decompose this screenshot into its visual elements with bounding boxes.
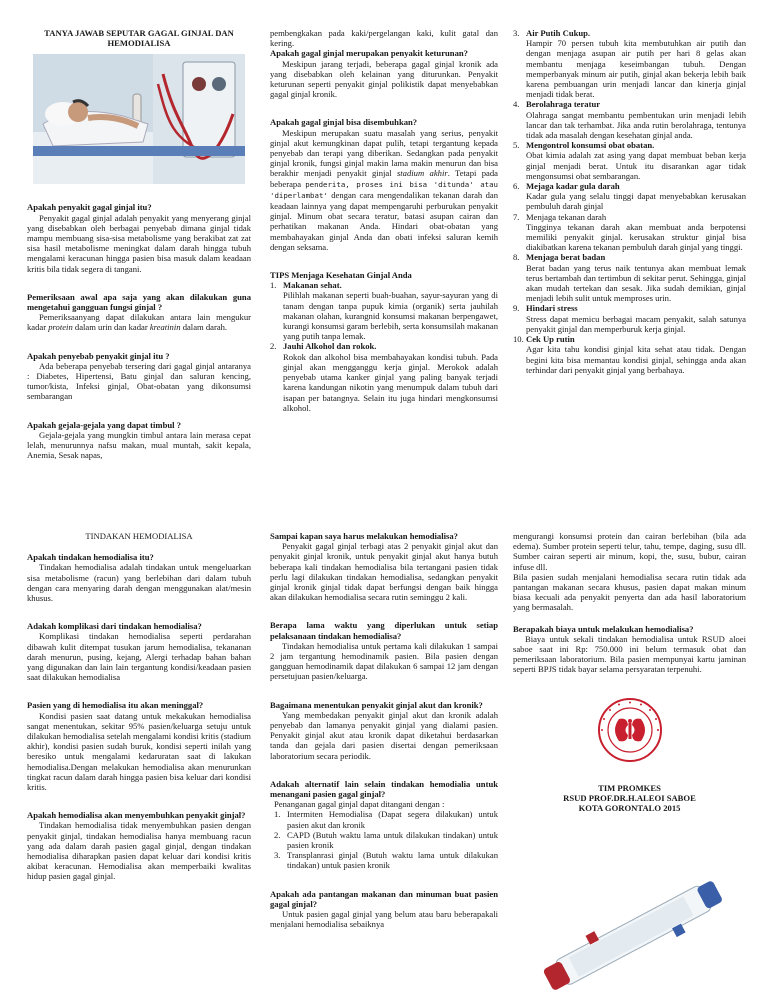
- question-heading: Berapa lama waktu yang diperlukan untuk setiap pelaksanaan tindakan hemodialisa?: [270, 620, 498, 641]
- answer-text: Biaya untuk sekali tindakan hemodialisa untuk RSUD aloei saboe saat ini Rp: 750.000 ini belum termasuk obat dan pemeriksaan laboratorium. Bila pasien mempunyai kartu jaminan seperti BPJS tidak bayar selama persyaratan terpenuhi.: [513, 633, 746, 675]
- tip-item: 2. Jauhi Alkohol dan rokok. Rokok dan alkohol bisa membahayakan kondisi tubuh. Pada ginjal akan mengganggu kerja ginjal. Merokok adalah penyebab utama kanker ginjal yang paling banyak terjadi karena kandungan nikotin yang menumpuk dalam tubuh dari isapan per batangnya. Selain itu juga hindari mengkonsumsi alkohol.: [270, 341, 498, 413]
- dialysis-photo: [33, 54, 245, 184]
- question-heading: Apakah hemodialisa akan menyembuhkan penyakit ginjal?: [27, 810, 246, 821]
- answer-text: Tindakan hemodialisa tidak menyembuhkan pasien dengan penyakit ginjal, tindakan hemodialisa hanya membuang racun yang ada dalam darah pasien gagal ginjal, dengan tindakan hemodialisa diharapkan pasien dapat keluar dari kondisi kritis akibat keracunan. Hemodialisa akan memperbaiki kwalitas hidup pasien gagal ginjal.: [27, 820, 251, 882]
- question-heading: Berapakah biaya untuk melakukan hemodialisa?: [513, 623, 694, 634]
- question-heading: Adakah alternatif lain selain tindakan hemodialia untuk menangani pasien gagal ginjal?: [270, 778, 498, 800]
- answer-text: Gejala-gejala yang mungkin timbul antara lain merasa cepat lelah, menurunnya nafsu makan, mual muntah, sakit kepala, Anemia, Sesak napas,: [27, 429, 251, 461]
- question-heading: Bagaimana menentukan penyakit ginjal akut dan kronik?: [270, 699, 483, 710]
- answer-text: Kondisi pasien saat datang untuk mekakukan hemodialisa sangat menentukan, sekitar 95% pasien/keluarga setuju untuk dilakukan hemodialisa setelah mengalami kondisi kritis (stadium akhir), kondisi pasien sudah buruk, kondisi seperti inilah yang beresiko untuk mengalami kedaruratan saat di lakukan hemodialisa.Dengan melakukan hemodialisa akan menurunkan tingkat racun dalam darah hingga pasien bisa keluar dari kondisi kritis.: [27, 710, 251, 793]
- tip-item: 4. Berolahraga teratur Olahraga sangat membantu pembentukan urin menjadi lebih lancar dan tak terhambat. Jika anda rutin berolahraga, tentunya tidak ada masalah dengan kesehatan ginjal anda.: [513, 99, 746, 141]
- tip-item: 1. Makanan sehat. Pilihlah makanan seperti buah-buahan, sayur-sayuran yang di tanam dengan tanpa pupuk kimia (organik) serta jauhilah makanan olahan, kurangnid konsumsi makanan berpengawet, kurangi konsumsi garam berlebih, serta konsumsilah makanan yang putih tanpa lemak.: [270, 280, 498, 342]
- question-heading: Adakah komplikasi dari tindakan hemodialisa?: [27, 621, 202, 632]
- tip-item: 10. Cek Up rutin Agar kita tahu kondisi ginjal kita sehat atau tidak. Dengan begini kita bisa memantau kondisi ginjal, sehingga anda akan terhindar dari penyakit ginjal yang berbahaya.: [513, 334, 746, 375]
- footer-team: TIM PROMKES: [598, 782, 661, 793]
- continued-text: pembengkakan pada kaki/pergelangan kaki, kulit gatal dan kering.: [270, 28, 498, 49]
- tips-title: TIPS Menjaga Kesehatan Ginjal Anda: [270, 270, 412, 281]
- kidney-association-logo: [597, 697, 663, 763]
- section-title: TINDAKAN HEMODIALISA: [85, 531, 193, 541]
- answer-text: Penyakit gagal ginjal terbagi atas 2 penyakit ginjal akut dan penyakit ginjal kronik, untuk penyakit ginjal akut hanya butuh beberapa kali tindakan hemodialisa bila tertangani pasien tidak perlu lagi dilakukan tindakan hemodialisa, sedangkan penyakit ginjal kronik ginjal tidak dapat berfungsi dengan baik hingga akan dilakukan hemodialisa secara rutin seminggu 2 kali.: [270, 541, 498, 603]
- continued-text: mengurangi konsumsi protein dan cairan berlebihan (bila ada edema). Sumber protein seperti telur, tahu, tempe, daging, susu dll. Sumber cairan seperti air minum, kopi, the, susu, bubur, cairan infuse dll.: [513, 531, 746, 572]
- answer-text: Penanganan gagal ginjal dapat ditangani dengan :: [274, 799, 445, 810]
- column-2: [270, 28, 498, 413]
- footer-hospital: RSUD PROF.DR.H.ALEOI SABOE: [563, 792, 696, 803]
- question-heading: Sampai kapan saya harus melakukan hemodialisa?: [270, 531, 458, 541]
- tip-item: 6. Mejaga kadar gula darah Kadar gula yang selalu tinggi dapat menyebabkan kerusakan pembuluh darah ginjal: [513, 181, 746, 212]
- answer-text: Komplikasi tindakan hemodialisa seperti perdarahan dibawah kulit ditempat tusukan jarum hemodialisa, tekananan darah menurun, pusing, kejang, Alergi terhadap bahan bahan yang digunakan dan lain lain tergantung kondisi/keadaan pasien saat dilakukan hemodialisa: [27, 631, 251, 683]
- answer-text: Meskipun merupakan suatu masalah yang serius, penyakit ginjal akut kemungkinan dapat pulih, tetapi tergantung kepada penyebab dan terapi yang diberikan. Sedangkan pada penyakit ginjal kronik, fungsi ginjal makin lama makin menurun dan bisa berakhir menjadi penyakit ginjal stadium akhir. Tetapi pada beberapa penderita, proses ini bisa 'ditunda' atau 'diperlambat' dengan cara mengendalikan tekanan darah dan keadaan lainnya yang dapat mempengaruhi perburukan penyakit ginjal. Minum obat secara teratur, batasi asupan cairan dan perhatikan makanan Anda. Hindari obat-obatan yang membahayakan ginjal Anda dan obati infeksi saluran kemih dengan seksama.: [270, 127, 498, 252]
- column-6: [513, 531, 746, 813]
- answer-text: Untuk pasien gagal ginjal yang belum atau baru beberapakali menjalani hemodialisa sebaiknya: [270, 909, 498, 930]
- tip-item: 7. Menjaga tekanan darah Tingginya tekanan darah akan membuat anda berpotensi memiliki penyakit ginjal. kerusakan struktur ginjal bisa diakibatkan karena tekanan pembuluh darah ginjal yang tinggi.: [513, 211, 746, 253]
- continued-text: Bila pasien sudah menjalani hemodialisa secara rutin tidak ada pantangan makanan secara khusus, pasien dapat makan minum biasa kecuali ada penyakit penyerta dan ada hasil laboratorium yang bermasalah.: [513, 571, 746, 613]
- tip-item: 8. Menjaga berat badan Berat badan yang terus naik tentunya akan membuat lemak terus bertambah dan tertimbun di sekitar perut. Sehingga, ginjal akan mudah tertekan dan sesak. Jika sudah demikian, ginjal menjadi lebih sulit untuk memproses urin.: [513, 252, 746, 304]
- question-heading: Apakah penyebab penyakit ginjal itu ?: [27, 350, 170, 361]
- list-item: 2. CAPD (Butuh waktu lama untuk dilakukan tindakan) untuk pasien kronik: [274, 829, 498, 851]
- question-heading: Apakah penyakit gagal ginjal itu?: [27, 202, 152, 213]
- question-heading: Apakah tindakan hemodialisa itu?: [27, 552, 154, 563]
- column-3: [513, 28, 746, 375]
- footer-city-year: KOTA GORONTALO 2015: [578, 803, 681, 814]
- tip-item: 9. Hindari stress Stress dapat memicu berbagai macam penyakit, salah satunya penyakit ginjal dan memperburuk kerja ginjal.: [513, 303, 746, 334]
- brochure-title: TANYA JAWAB SEPUTAR GAGAL GINJAL DAN HEMODIALISA: [44, 28, 234, 49]
- dialyzer-icon: [533, 870, 733, 1000]
- question-heading: Apakah gejala-gejala yang dapat timbul ?: [27, 419, 181, 430]
- answer-text: Pemeriksaanyang dapat dilakukan antara lain mengukur kadar protein dalam urin dan kadar kreatinin dalam darah.: [27, 312, 251, 333]
- answer-text: Ada beberapa penyebab tersering dari gagal ginjal antaranya : Diabetes, Hipertensi, Batu ginjal dan saluran kencing, tumor/kista, Infeksi ginjal, Obat-obatan yang dikonsumsi sembarangan: [27, 360, 251, 402]
- tip-item: 3. Air Putih Cukup. Hampir 70 persen tubuh kita membutuhkan air putih dan dengan menjaga asupan air putih per hari 8 gelas akan membantu menjaga keseimbangan tubuh. Dengan memperbanyak minum air putih, ginjal akan bekerja lebih baik karena pembuangan urin menjadi lancar dan kinerja ginjal menjadi tidak berat.: [513, 28, 746, 100]
- answer-text: Meskipun jarang terjadi, beberapa gagal ginjal kronik ada yang disebabkan oleh kelainan yang diturunkan. Penyakit keturunan seperti penyakit ginjal polikistik dapat menyebabkan gagal ginjal kronik.: [270, 58, 498, 100]
- tip-item: 5. Mengontrol konsumsi obat obatan. Obat kimia adalah zat asing yang dapat membuat beban kerja ginjal menjadi berat. Untuk itu disarankan agar tidak mengonsumsi obat sembarangan.: [513, 140, 746, 181]
- column-4: [27, 531, 251, 882]
- dialyzer-filter-image: [533, 870, 733, 1000]
- question-heading: Apakah gagal ginjal merupakan penyakit keturunan?: [270, 48, 468, 59]
- answer-text: Yang membedakan penyakit ginjal akut dan kronik adalah penyebab dan lamanya penyakit ginjal yang dialami pasien. Penyakit ginjal akut atau kronik dapat diketahui berdasarkan tanda dan gejala dari pasien disertai dengan pemeriksaan laboratorium secara periodik.: [270, 709, 498, 761]
- question-heading: Pasien yang di hemodialisa itu akan meninggal?: [27, 700, 204, 711]
- list-item: 3. Transplanrasi ginjal (Butuh waktu lama untuk dilakukan tindakan) untuk pasien kronik: [274, 850, 498, 871]
- kidney-logo-icon: [597, 697, 663, 763]
- question-heading: Apakah gagal ginjal bisa disembuhkan?: [270, 117, 418, 128]
- list-item: 1. Intermiten Hemodialisa (Dapat segera dilakukan) untuk pasien akut dan kronik: [274, 809, 498, 830]
- answer-text: Penyakit gagal ginjal adalah penyakit yang menyerang ginjal yang disebabkan oleh berbagai penyebab dimana ginjal tidak mampu membuang sisa-sisa metabolisme yang berakibat zat zat sisa hasil metabolisme meningkat dalam darah hingga tubuh mengalami keracunan hingga pasien bisa masuk dalam keadaan kritis bila tidak segera di tangani.: [27, 212, 251, 274]
- question-heading: Apakah ada pantangan makanan dan minuman buat pasien gagal ginjal?: [270, 888, 498, 909]
- column-1: [27, 28, 251, 460]
- question-heading: Pemeriksaan awal apa saja yang akan dilakukan guna mengetahui gangguan fungsi ginjal ?: [27, 291, 251, 313]
- column-5: [270, 531, 498, 930]
- answer-text: Tindakan hemodialisa untuk pertama kali dilakukan 1 sampai 2 jam tergantung hemodinamik pasien. Bila pasien dengan gangguan hemodinamik dapat dilakukan 6 sampai 12 jam dengan persetujuan pasien/keluarga.: [270, 640, 498, 682]
- dialysis-patient-illustration: [33, 54, 245, 184]
- answer-text: Tindakan hemodialisa adalah tindakan untuk mengeluarkan sisa metabolisme (racun) yang berlebihan dari dalam tubuh dengan cara menyaring darah dengan menggunakan alat/mesin khusus.: [27, 562, 251, 604]
